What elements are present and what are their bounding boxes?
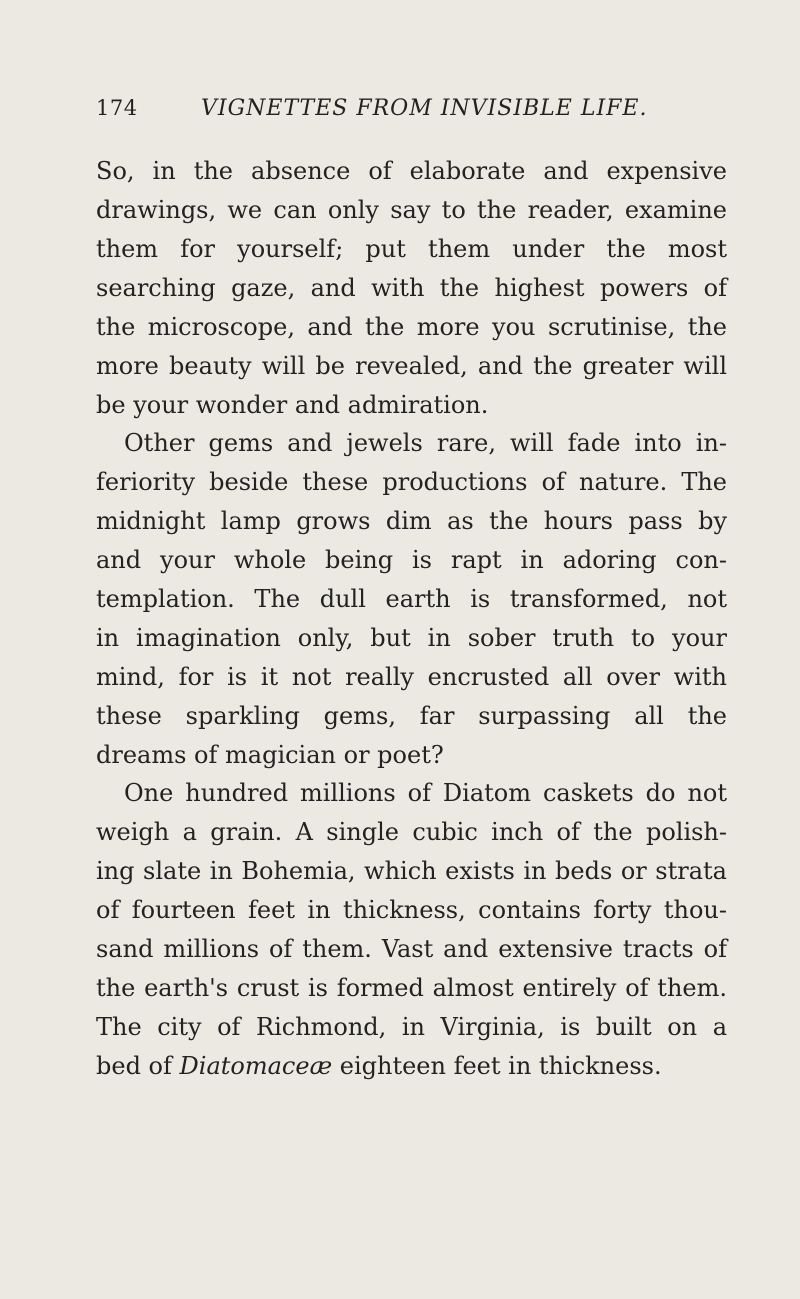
text-line: and your whole being is rapt in adoring con- [96, 546, 727, 574]
text-line: in imagination only, but in sober truth to your [96, 624, 727, 652]
text-line: dreams of magician or poet? [96, 741, 444, 769]
running-head [96, 96, 696, 126]
text-line: templation. The dull earth is transformed, not [96, 585, 727, 613]
text-line: midnight lamp grows dim as the hours pass by [96, 507, 727, 535]
text-line: weigh a grain. A single cubic inch of the polish- [96, 818, 727, 846]
text-line: them for yourself; put them under the most [96, 235, 727, 263]
text-line: be your wonder and admiration. [96, 391, 489, 419]
text-line-last [96, 1047, 662, 1085]
text-line: of fourteen feet in thickness, contains forty thou- [96, 896, 727, 924]
text-line: So, in the absence of elaborate and expensive [96, 157, 727, 185]
text-line: drawings, we can only say to the reader, examine [96, 196, 727, 224]
text-line: ing slate in Bohemia, which exists in beds or strata [96, 857, 727, 885]
text-line: feriority beside these productions of nature. The [96, 468, 727, 496]
text-line: One hundred millions of Diatom caskets do not [124, 779, 727, 807]
text-line: sand millions of them. Vast and extensive tracts of [96, 935, 727, 963]
text-line: Other gems and jewels rare, will fade into in- [124, 429, 727, 457]
page-number: 174 [96, 96, 138, 120]
text-line: these sparkling gems, far surpassing all the [96, 702, 727, 730]
text-run: bed of [96, 1052, 180, 1080]
text-line: searching gaze, and with the highest powers of [96, 274, 727, 302]
running-title: VIGNETTES FROM INVISIBLE LIFE. [201, 96, 648, 121]
text-line: the microscope, and the more you scrutinise, the [96, 313, 727, 341]
italic-term: Diatomaceæ [179, 1052, 333, 1080]
text-line: The city of Richmond, in Virginia, is built on a [96, 1013, 727, 1041]
text-line: the earth's crust is formed almost entirely of them. [96, 974, 727, 1002]
text-line: more beauty will be revealed, and the greater will [96, 352, 727, 380]
text-run: eighteen feet in thickness. [332, 1052, 662, 1080]
text-line: mind, for is it not really encrusted all over with [96, 663, 727, 691]
